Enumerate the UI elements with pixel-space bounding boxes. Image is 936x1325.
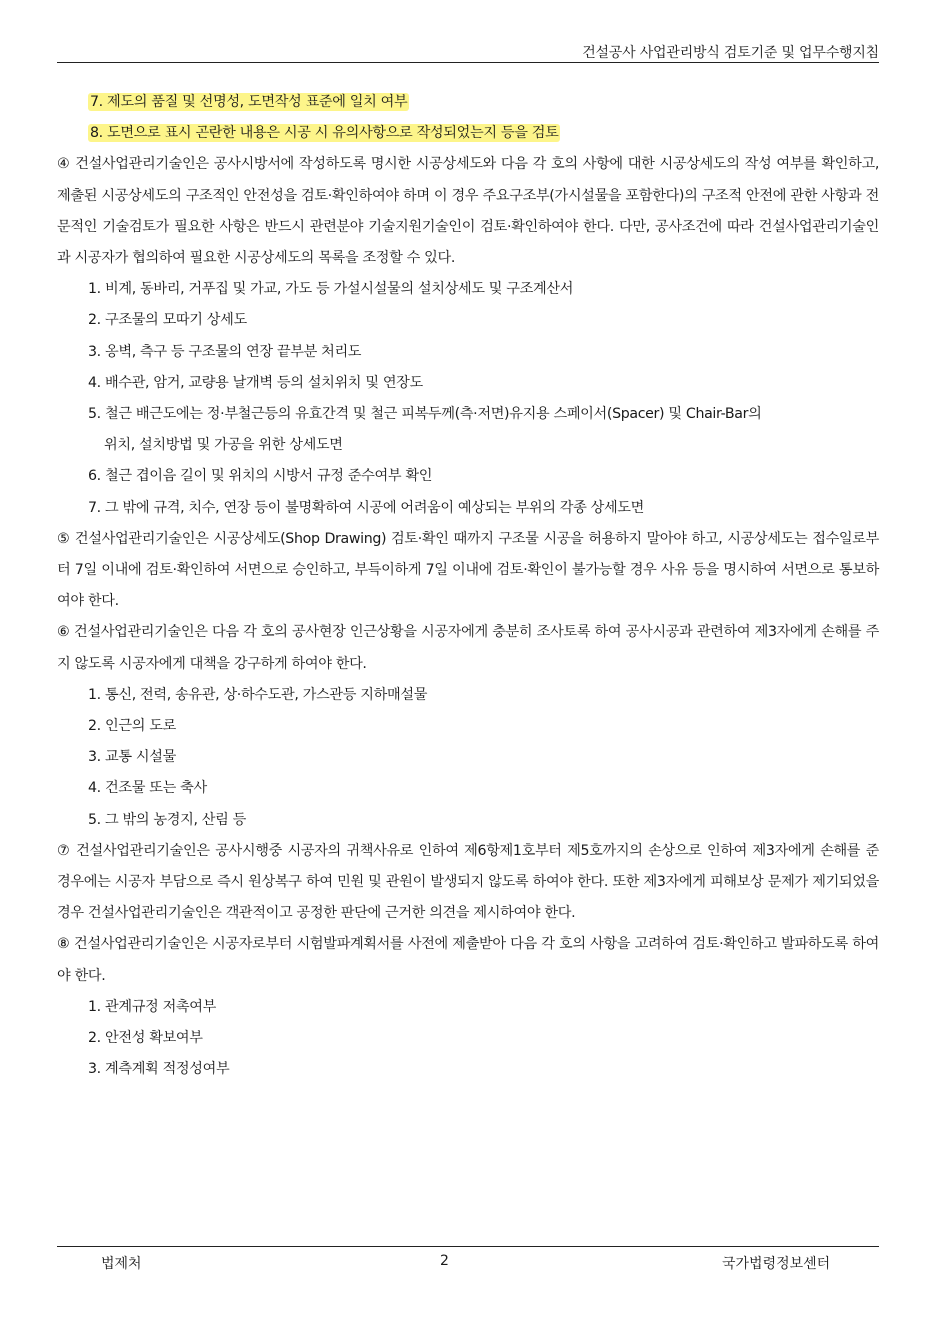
highlighted-text: 8. 도면으로 표시 곤란한 내용은 시공 시 유의사항으로 작성되었는지 등을 검토 [90,125,559,142]
list-item-highlighted [88,87,879,118]
list-item [88,399,879,461]
list-item: 7. 그 밖에 규격, 치수, 연장 등이 불명확하여 시공에 어려움이 예상되는 부위의 각종 상세도면 [88,499,645,516]
paragraph-section-6: ⑥ 건설사업관리기술인은 다음 각 호의 공사현장 인근상황을 시공자에게 충분히 조사토록 하여 공사시공과 관련하여 제3자에게 손해를 주지 않도록 시공자에게 대책을 강구하게 하여야 한다. [57,624,879,672]
paragraph-section-5: ⑤ 건설사업관리기술인은 시공상세도(Shop Drawing) 검토·확인 때까지 구조물 시공을 허용하지 말아야 하고, 시공상세도는 접수일로부터 7일 이내에 검토·확인하여 서면으로 승인하고, 부득이하게 7일 이내에 검토·확인이 불가능할 경우 사유 등을 명시하여 서면으로 통보하여야 한다. [57,530,879,610]
list-item: 5. 그 밖의 농경지, 산림 등 [88,811,246,828]
list-item: 1. 관계규정 저촉여부 [88,998,216,1015]
page-number: 2 [440,1253,449,1269]
document-header-title: 건설공사 사업관리방식 검토기준 및 업무수행지침 [582,45,879,61]
list-item-continuation: 위치, 설치방법 및 가공을 위한 상세도면 [104,437,343,454]
paragraph-section-4: ④ 건설사업관리기술인은 공사시방서에 작성하도록 명시한 시공상세도와 다음 각 호의 사항에 대한 시공상세도의 작성 여부를 확인하고, 제출된 시공상세도의 구조적인 안전성을 검토·확인하여야 하며 이 경우 주요구조부(가시설물을 포함한다)의 구조적 안전에 관한 사항과 전문적인 기술검토가 필요한 사항은 반드시 관련분야 기술지원기술인이 검토·확인하여야 한다. 다만, 공사조건에 따라 건설사업관리기술인과 시공자가 협의하여 필요한 시공상세도의 목록을 조정할 수 있다. [57,156,879,267]
header-divider [57,62,879,63]
list-item: 1. 통신, 전력, 송유관, 상·하수도관, 가스관등 지하매설물 [88,686,428,703]
list-item: 2. 구조물의 모따기 상세도 [88,312,247,329]
list-item: 2. 안전성 확보여부 [88,1030,203,1047]
footer-divider [57,1246,879,1247]
paragraph-section-8: ⑧ 건설사업관리기술인은 시공자로부터 시험발파계획서를 사전에 제출받아 다음 각 호의 사항을 고려하여 검토·확인하고 발파하도록 하여야 한다. [57,936,879,984]
list-item: 6. 철근 겹이음 길이 및 위치의 시방서 규정 준수여부 확인 [88,468,433,485]
footer-source: 국가법령정보센터 [722,1256,831,1272]
list-item: 3. 옹벽, 측구 등 구조물의 연장 끝부분 처리도 [88,343,362,360]
list-item: 3. 계측계획 적정성여부 [88,1061,230,1078]
highlighted-text: 7. 제도의 품질 및 선명성, 도면작성 표준에 일치 여부 [90,94,408,110]
list-item: 3. 교통 시설물 [88,749,176,766]
list-item-highlighted [88,118,879,149]
list-item: 4. 건조물 또는 축사 [88,780,207,797]
footer-publisher: 법제처 [101,1256,142,1272]
list-item: 4. 배수관, 암거, 교량용 날개벽 등의 설치위치 및 연장도 [88,374,423,391]
list-item-line: 5. 철근 배근도에는 정·부철근등의 유효간격 및 철근 피복두께(측·저면)유지용 스페이서(Spacer) 및 Chair-Bar의 [88,406,762,423]
document-body [57,87,879,1086]
list-item: 2. 인근의 도로 [88,718,176,735]
paragraph-section-7: ⑦ 건설사업관리기술인은 공사시행중 시공자의 귀책사유로 인하여 제6항제1호부터 제5호까지의 손상으로 인하여 제3자에게 손해를 준 경우에는 시공자 부담으로 즉시 원상복구 하여 민원 및 관원이 발생되지 않도록 하여야 한다. 또한 제3자에게 피해보상 문제가 제기되었을 경우 건설사업관리기술인은 객관적이고 공정한 판단에 근거한 의견을 제시하여야 한다. [57,842,879,922]
list-item: 1. 비계, 동바리, 거푸집 및 가교, 가도 등 가설시설물의 설치상세도 및 구조계산서 [88,281,574,298]
